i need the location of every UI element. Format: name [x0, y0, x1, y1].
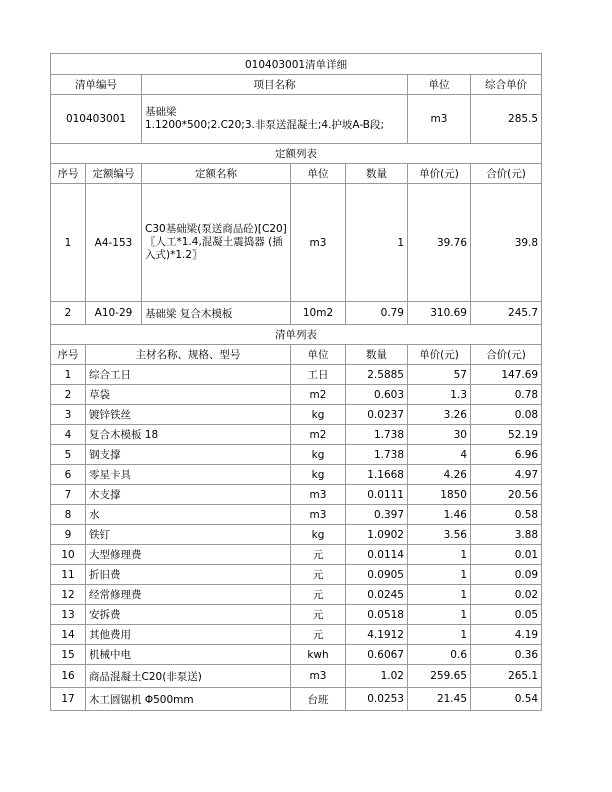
- material-price: 21.45: [408, 688, 471, 711]
- material-qty: 1.738: [346, 445, 408, 465]
- material-price: 1: [408, 605, 471, 625]
- material-col-name: 主材名称、规格、型号: [86, 345, 291, 365]
- material-qty: 0.0518: [346, 605, 408, 625]
- item-name: [142, 95, 408, 144]
- item-name-line1: 基础梁: [145, 106, 177, 118]
- material-qty: 0.0111: [346, 485, 408, 505]
- quota-col-unit: 单位: [291, 164, 346, 184]
- material-unit: kwh: [291, 645, 346, 665]
- quota-row: [51, 184, 542, 302]
- material-unit: m3: [291, 485, 346, 505]
- material-total: 0.09: [471, 565, 542, 585]
- material-unit: 元: [291, 605, 346, 625]
- quota-code: A4-153: [86, 184, 142, 302]
- material-name: 铁钉: [86, 525, 291, 545]
- material-qty: 0.0114: [346, 545, 408, 565]
- bill-detail-table: [50, 53, 542, 711]
- quota-col-code: 定额编号: [86, 164, 142, 184]
- material-col-price: 单价(元): [408, 345, 471, 365]
- material-row: [51, 688, 542, 711]
- quota-col-qty: 数量: [346, 164, 408, 184]
- material-row: [51, 625, 542, 645]
- material-price: 1: [408, 565, 471, 585]
- material-price: 4.26: [408, 465, 471, 485]
- material-unit: 元: [291, 625, 346, 645]
- material-name: 商品混凝土C20(非泵送): [86, 665, 291, 688]
- material-row: [51, 545, 542, 565]
- material-row: [51, 565, 542, 585]
- material-total: 4.97: [471, 465, 542, 485]
- table-body: [51, 54, 542, 711]
- material-total: 0.36: [471, 645, 542, 665]
- material-no: 15: [51, 645, 86, 665]
- quota-price: 310.69: [408, 302, 471, 325]
- material-col-total: 合价(元): [471, 345, 542, 365]
- quota-total: 245.7: [471, 302, 542, 325]
- material-price: 1: [408, 625, 471, 645]
- quota-col-no: 序号: [51, 164, 86, 184]
- material-price: 0.6: [408, 645, 471, 665]
- material-total: 3.88: [471, 525, 542, 545]
- code-header: 清单编号: [51, 75, 142, 95]
- material-no: 1: [51, 365, 86, 385]
- material-no: 3: [51, 405, 86, 425]
- name-header: 项目名称: [142, 75, 408, 95]
- material-row: [51, 585, 542, 605]
- quota-no: 1: [51, 184, 86, 302]
- material-unit: m3: [291, 505, 346, 525]
- material-total: 4.19: [471, 625, 542, 645]
- material-name: 木工圆锯机 Φ500mm: [86, 688, 291, 711]
- material-row: [51, 485, 542, 505]
- material-unit: m3: [291, 665, 346, 688]
- material-total: 20.56: [471, 485, 542, 505]
- material-no: 17: [51, 688, 86, 711]
- material-name: 草袋: [86, 385, 291, 405]
- material-qty: 0.397: [346, 505, 408, 525]
- material-name: 钢支撑: [86, 445, 291, 465]
- material-no: 10: [51, 545, 86, 565]
- material-total: 0.02: [471, 585, 542, 605]
- material-name: 复合木模板 18: [86, 425, 291, 445]
- material-col-no: 序号: [51, 345, 86, 365]
- material-row: [51, 605, 542, 625]
- material-qty: 0.603: [346, 385, 408, 405]
- item-price: 285.5: [471, 95, 542, 144]
- material-price: 1.3: [408, 385, 471, 405]
- material-qty: 0.0245: [346, 585, 408, 605]
- quota-col-total: 合价(元): [471, 164, 542, 184]
- quota-section-title: 定额列表: [51, 144, 542, 164]
- material-price: 57: [408, 365, 471, 385]
- material-no: 13: [51, 605, 86, 625]
- material-qty: 0.0237: [346, 405, 408, 425]
- material-total: 0.05: [471, 605, 542, 625]
- material-qty: 1.1668: [346, 465, 408, 485]
- material-total: 0.54: [471, 688, 542, 711]
- material-total: 0.08: [471, 405, 542, 425]
- quota-row: [51, 302, 542, 325]
- material-col-qty: 数量: [346, 345, 408, 365]
- material-price: 3.26: [408, 405, 471, 425]
- material-qty: 4.1912: [346, 625, 408, 645]
- material-no: 7: [51, 485, 86, 505]
- material-qty: 0.0905: [346, 565, 408, 585]
- quota-title-row: [51, 144, 542, 164]
- material-unit: 工日: [291, 365, 346, 385]
- material-price: 1: [408, 585, 471, 605]
- item-code: 010403001: [51, 95, 142, 144]
- material-title-row: [51, 325, 542, 345]
- material-price: 1850: [408, 485, 471, 505]
- material-no: 11: [51, 565, 86, 585]
- material-name: 综合工日: [86, 365, 291, 385]
- material-row: [51, 665, 542, 688]
- quota-total: 39.8: [471, 184, 542, 302]
- material-row: [51, 385, 542, 405]
- material-row: [51, 645, 542, 665]
- quota-unit: m3: [291, 184, 346, 302]
- material-unit: kg: [291, 465, 346, 485]
- title-row: [51, 54, 542, 75]
- material-name: 大型修理费: [86, 545, 291, 565]
- material-qty: 0.6067: [346, 645, 408, 665]
- material-no: 4: [51, 425, 86, 445]
- material-no: 6: [51, 465, 86, 485]
- material-name: 其他费用: [86, 625, 291, 645]
- material-unit: kg: [291, 405, 346, 425]
- material-row: [51, 405, 542, 425]
- item-name-line2: 1.1200*500;2.C20;3.非泵送混凝土;4.护坡A-B段;: [145, 119, 384, 131]
- material-total: 0.58: [471, 505, 542, 525]
- material-unit: 元: [291, 565, 346, 585]
- quota-qty: 0.79: [346, 302, 408, 325]
- material-unit: 元: [291, 585, 346, 605]
- material-unit: m2: [291, 425, 346, 445]
- material-price: 30: [408, 425, 471, 445]
- quota-col-price: 单价(元): [408, 164, 471, 184]
- material-no: 14: [51, 625, 86, 645]
- quota-code: A10-29: [86, 302, 142, 325]
- price-header: 综合单价: [471, 75, 542, 95]
- quota-no: 2: [51, 302, 86, 325]
- material-price: 4: [408, 445, 471, 465]
- sheet-title: 010403001清单详细: [51, 54, 542, 75]
- material-qty: 0.0253: [346, 688, 408, 711]
- material-qty: 1.02: [346, 665, 408, 688]
- material-no: 9: [51, 525, 86, 545]
- item-header-row: [51, 75, 542, 95]
- material-price: 3.56: [408, 525, 471, 545]
- material-header-row: [51, 345, 542, 365]
- material-total: 0.01: [471, 545, 542, 565]
- material-qty: 2.5885: [346, 365, 408, 385]
- material-no: 8: [51, 505, 86, 525]
- unit-header: 单位: [408, 75, 471, 95]
- material-no: 16: [51, 665, 86, 688]
- quota-unit: 10m2: [291, 302, 346, 325]
- material-unit: m2: [291, 385, 346, 405]
- material-price: 259.65: [408, 665, 471, 688]
- material-total: 6.96: [471, 445, 542, 465]
- material-section-title: 清单列表: [51, 325, 542, 345]
- material-no: 12: [51, 585, 86, 605]
- material-name: 木支撑: [86, 485, 291, 505]
- quota-col-name: 定额名称: [142, 164, 291, 184]
- quota-name: C30基础梁(泵送商品砼)[C20]〖人工*1.4,混凝土震捣器 (插入式)*1.2〗: [142, 184, 291, 302]
- quota-header-row: [51, 164, 542, 184]
- material-total: 265.1: [471, 665, 542, 688]
- material-row: [51, 445, 542, 465]
- material-row: [51, 425, 542, 445]
- material-unit: kg: [291, 445, 346, 465]
- material-name: 零星卡具: [86, 465, 291, 485]
- material-total: 147.69: [471, 365, 542, 385]
- material-unit: 元: [291, 545, 346, 565]
- material-no: 2: [51, 385, 86, 405]
- quota-name: 基础梁 复合木模板: [142, 302, 291, 325]
- material-unit: kg: [291, 525, 346, 545]
- material-price: 1.46: [408, 505, 471, 525]
- material-name: 镀锌铁丝: [86, 405, 291, 425]
- material-name: 水: [86, 505, 291, 525]
- material-name: 机械中电: [86, 645, 291, 665]
- material-row: [51, 505, 542, 525]
- material-name: 安拆费: [86, 605, 291, 625]
- material-col-unit: 单位: [291, 345, 346, 365]
- material-total: 52.19: [471, 425, 542, 445]
- material-row: [51, 465, 542, 485]
- quota-qty: 1: [346, 184, 408, 302]
- quota-price: 39.76: [408, 184, 471, 302]
- material-price: 1: [408, 545, 471, 565]
- material-name: 折旧费: [86, 565, 291, 585]
- material-row: [51, 525, 542, 545]
- material-unit: 台班: [291, 688, 346, 711]
- material-no: 5: [51, 445, 86, 465]
- material-row: [51, 365, 542, 385]
- material-total: 0.78: [471, 385, 542, 405]
- material-qty: 1.0902: [346, 525, 408, 545]
- item-unit: m3: [408, 95, 471, 144]
- material-qty: 1.738: [346, 425, 408, 445]
- material-name: 经常修理费: [86, 585, 291, 605]
- item-row: [51, 95, 542, 144]
